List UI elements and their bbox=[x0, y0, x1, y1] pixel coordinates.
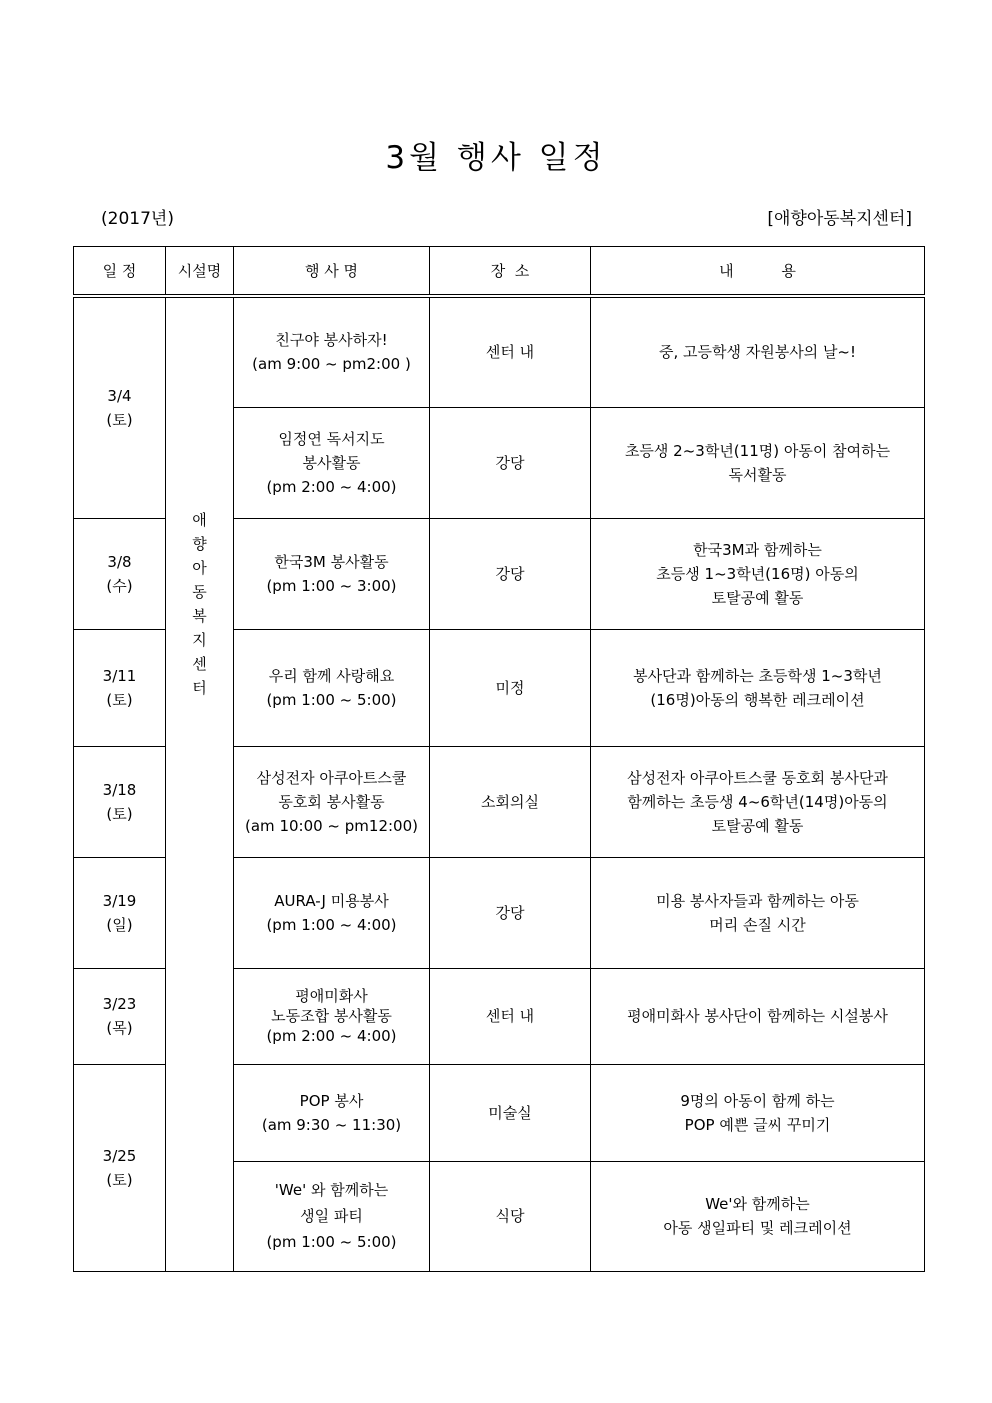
event-cell: AURA-J 미용봉사 (pm 1:00 ~ 4:00) bbox=[234, 857, 430, 968]
event-cell: 삼성전자 아쿠아트스쿨 동호회 봉사활동 (am 10:00 ~ pm12:00) bbox=[234, 746, 430, 857]
event-cell: 임정연 독서지도 봉사활동 (pm 2:00 ~ 4:00) bbox=[234, 407, 430, 518]
header-facility: 시설명 bbox=[166, 247, 234, 297]
table-header-row bbox=[74, 247, 925, 297]
content-cell: 9명의 아동이 함께 하는 POP 예쁜 글씨 꾸미기 bbox=[591, 1064, 925, 1161]
content-cell: 중, 고등학생 자원봉사의 날~! bbox=[591, 296, 925, 407]
content-cell: We'와 함께하는 아동 생일파티 및 레크레이션 bbox=[591, 1161, 925, 1271]
facility-cell: 애 향 아 동 복 지 센 터 bbox=[166, 296, 234, 1271]
place-cell: 센터 내 bbox=[430, 968, 591, 1064]
event-cell: 친구야 봉사하자! (am 9:00 ~ pm2:00 ) bbox=[234, 296, 430, 407]
place-cell: 강당 bbox=[430, 407, 591, 518]
place-cell: 강당 bbox=[430, 857, 591, 968]
table-row bbox=[74, 296, 925, 407]
place-cell: 미술실 bbox=[430, 1064, 591, 1161]
place-cell: 미정 bbox=[430, 629, 591, 746]
content-cell: 봉사단과 함께하는 초등학생 1~3학년 (16명)아동의 행복한 레크레이션 bbox=[591, 629, 925, 746]
content-cell: 평애미화사 봉사단이 함께하는 시설봉사 bbox=[591, 968, 925, 1064]
year-label: (2017년) bbox=[101, 209, 174, 229]
content-cell: 초등생 2~3학년(11명) 아동이 참여하는 독서활동 bbox=[591, 407, 925, 518]
date-cell: 3/18 (토) bbox=[74, 746, 166, 857]
page-title: 3월 행사 일정 bbox=[385, 140, 607, 176]
date-cell: 3/4 (토) bbox=[74, 296, 166, 518]
date-cell: 3/25 (토) bbox=[74, 1064, 166, 1271]
event-cell: 우리 함께 사랑해요 (pm 1:00 ~ 5:00) bbox=[234, 629, 430, 746]
date-cell: 3/11 (토) bbox=[74, 629, 166, 746]
schedule-table bbox=[73, 246, 925, 1272]
content-cell: 한국3M과 함께하는 초등생 1~3학년(16명) 아동의 토탈공예 활동 bbox=[591, 518, 925, 629]
event-cell: 평애미화사 노동조합 봉사활동 (pm 2:00 ~ 4:00) bbox=[234, 968, 430, 1064]
event-cell: 한국3M 봉사활동 (pm 1:00 ~ 3:00) bbox=[234, 518, 430, 629]
content-cell: 미용 봉사자들과 함께하는 아동 머리 손질 시간 bbox=[591, 857, 925, 968]
content-cell: 삼성전자 아쿠아트스쿨 동호회 봉사단과 함께하는 초등생 4~6학년(14명)아동의 토탈공예 활동 bbox=[591, 746, 925, 857]
header-event: 행 사 명 bbox=[234, 247, 430, 297]
event-cell: POP 봉사 (am 9:30 ~ 11:30) bbox=[234, 1064, 430, 1161]
place-cell: 센터 내 bbox=[430, 296, 591, 407]
header-date: 일 정 bbox=[74, 247, 166, 297]
place-cell: 식당 bbox=[430, 1161, 591, 1271]
place-cell: 강당 bbox=[430, 518, 591, 629]
date-cell: 3/19 (일) bbox=[74, 857, 166, 968]
header-place: 장 소 bbox=[430, 247, 591, 297]
organization-label: [애향아동복지센터] bbox=[767, 209, 912, 229]
header-content: 내 용 bbox=[591, 247, 925, 297]
date-cell: 3/8 (수) bbox=[74, 518, 166, 629]
event-cell: 'We' 와 함께하는 생일 파티 (pm 1:00 ~ 5:00) bbox=[234, 1161, 430, 1271]
date-cell: 3/23 (목) bbox=[74, 968, 166, 1064]
place-cell: 소회의실 bbox=[430, 746, 591, 857]
